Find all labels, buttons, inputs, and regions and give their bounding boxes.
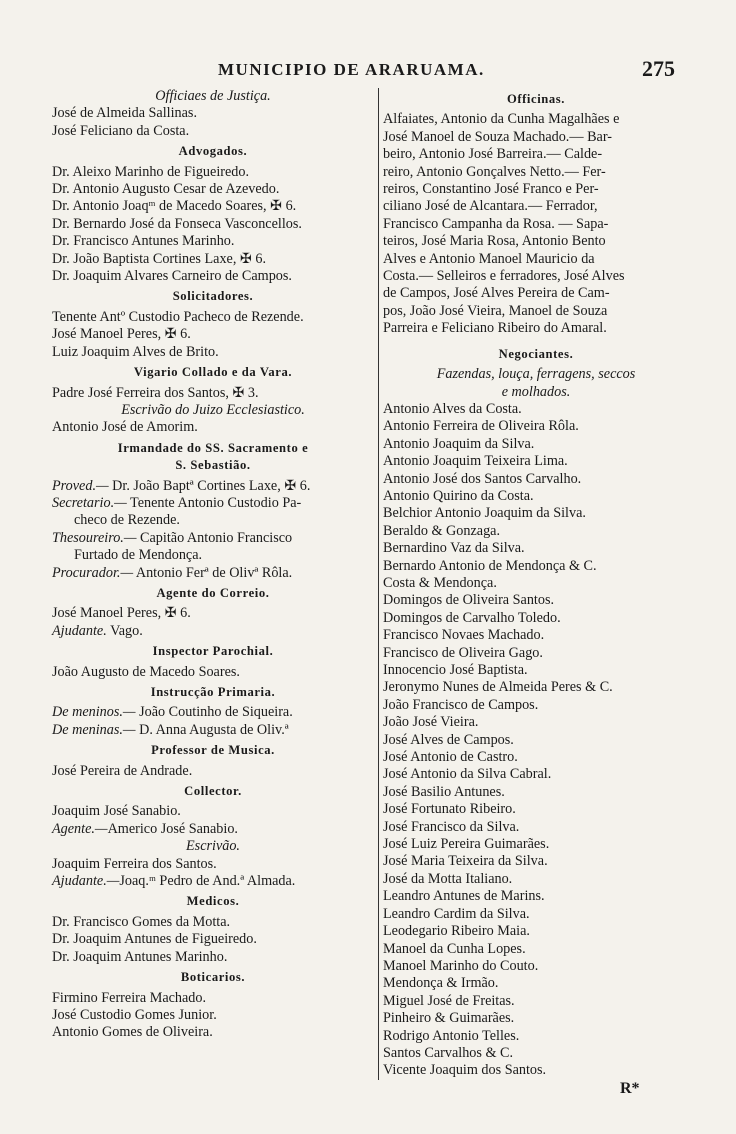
section-title-musica: Professor de Musica. (151, 743, 275, 758)
section-title-negociantes: Negociantes. (498, 346, 574, 361)
role-label: Ajudante.— (52, 873, 120, 890)
list-item: Antonio Alves da Costa. (383, 400, 522, 417)
list-item (52, 623, 374, 640)
list-item: Domingos de Carvalho Toledo. (383, 609, 561, 626)
section-title-vigario: Vigario Collado e da Vara. (133, 365, 293, 380)
list-item-cont: checo de Rezende. (74, 512, 180, 529)
list-item: Antonio José dos Santos Carvalho. (383, 470, 582, 487)
list-item: Bernardino Vaz da Silva. (383, 540, 525, 557)
list-item: Miguel José de Freitas. (383, 992, 515, 1009)
list-item: Leodegario Ribeiro Maia. (383, 923, 530, 940)
list-item: Bernardo Antonio de Mendonça & C. (383, 557, 597, 574)
role-value: Dr. João Baptª Cortines Laxe, ✠ 6. (112, 477, 311, 494)
role-label: Thesoureiro.— (52, 529, 137, 546)
role-value: João Coutinho de Siqueira. (139, 704, 293, 721)
paragraph-line: de Campos, José Alves Pereira de Cam- (383, 285, 610, 302)
list-item: Manoel Marinho do Couto. (383, 957, 539, 974)
list-item: Joaquim José Sanabio. (52, 803, 181, 820)
list-item: Jeronymo Nunes de Almeida Peres & C. (383, 679, 613, 696)
role-value: Vago. (110, 622, 143, 639)
section-title-solicitadores: Solicitadores. (172, 289, 254, 304)
list-item: Dr. João Baptista Cortines Laxe, ✠ 6. (52, 250, 267, 267)
paragraph-line: pos, João José Vieira, Manoel de Souza (383, 302, 608, 319)
list-item: Santos Carvalhos & C. (383, 1044, 514, 1061)
role-value: Antonio Ferª de Olivª Rôla. (135, 564, 293, 581)
list-item: José Basilio Antunes. (383, 783, 505, 800)
list-item: José Manoel Peres, ✠ 6. (52, 326, 191, 343)
list-item: Costa & Mendonça. (383, 574, 497, 591)
left-column (52, 88, 374, 1042)
list-item: José Antonio de Castro. (383, 749, 518, 766)
list-item: Beraldo & Gonzaga. (383, 522, 501, 539)
paragraph-line: Francisco Campanha da Rosa. — Sapa- (383, 215, 609, 232)
paragraph-line: ciliano José de Alcantara.— Ferrador, (383, 198, 598, 215)
role-value: D. Anna Augusta de Oliv.ª (139, 721, 289, 738)
list-item: Dr. Antonio Augusto Cesar de Azevedo. (52, 181, 280, 198)
list-item: José Fortunato Ribeiro. (383, 801, 516, 818)
negociantes-list (383, 401, 689, 1080)
list-item: Antonio Gomes de Oliveira. (52, 1024, 213, 1041)
list-item: Dr. Joaquim Antunes Marinho. (52, 948, 228, 965)
list-item: José Alves de Campos. (383, 731, 514, 748)
list-item: João José Vieira. (383, 714, 479, 731)
list-item: José de Almeida Sallinas. (52, 105, 198, 122)
right-column (378, 88, 689, 1080)
paragraph-line: José Manoel de Souza Machado.— Bar- (383, 128, 613, 145)
paragraph-line: Parreira e Feliciano Ribeiro do Amaral. (383, 320, 607, 337)
list-item (52, 478, 374, 495)
list-item: José Feliciano da Costa. (52, 122, 190, 139)
list-item (52, 821, 374, 838)
list-item: Dr. Francisco Gomes da Motta. (52, 913, 231, 930)
list-item: Dr. Aleixo Marinho de Figueiredo. (52, 163, 250, 180)
role-value: Tenente Antonio Custodio Pa- (130, 494, 302, 511)
role-label: Secretario.— (52, 494, 127, 511)
list-item: Rodrigo Antonio Telles. (383, 1027, 520, 1044)
paragraph-line: teiros, José Maria Rosa, Antonio Bento (383, 233, 606, 250)
paragraph-line: reiro, Antonio Gonçalves Netto.— Fer- (383, 163, 606, 180)
list-item-cont: Furtado de Mendonça. (74, 547, 203, 564)
role-label: Ajudante. (52, 622, 107, 639)
paragraph-line: Costa.— Selleiros e ferradores, José Alves (383, 268, 625, 285)
running-title: MUNICIPIO DE ARARUAMA. (218, 60, 485, 79)
section-title-irmandade: Irmandade do SS. Sacramento e (117, 440, 309, 455)
list-item: José Manoel Peres, ✠ 6. (52, 605, 191, 622)
paragraph-line: Alves e Antonio Manoel Mauricio da (383, 250, 595, 267)
officinas-paragraph (383, 111, 689, 337)
paragraph-line: beiro, Antonio José Barreira.— Calde- (383, 146, 603, 163)
list-item: Dr. Joaquim Antunes de Figueiredo. (52, 931, 257, 948)
list-item: Domingos de Oliveira Santos. (383, 592, 555, 609)
list-item: Francisco de Oliveira Gago. (383, 644, 543, 661)
list-item (52, 873, 374, 890)
section-title-collector: Collector. (184, 784, 242, 799)
list-item: Dr. Francisco Antunes Marinho. (52, 233, 235, 250)
list-item (52, 565, 374, 582)
list-item: Padre José Ferreira dos Santos, ✠ 3. (52, 384, 259, 401)
role-label: Agente.— (52, 820, 108, 837)
paragraph-line: Alfaiates, Antonio da Cunha Magalhães e (383, 111, 620, 128)
list-item: Joaquim Ferreira dos Santos. (52, 855, 217, 872)
list-item: José Luiz Pereira Guimarães. (383, 836, 550, 853)
section-title-inspector: Inspector Parochial. (152, 644, 274, 659)
section-title-irmandade-2: S. Sebastião. (175, 458, 251, 473)
list-item: Manoel da Cunha Lopes. (383, 940, 526, 957)
section-title-boticarios: Boticarios. (180, 970, 246, 985)
list-item: Antonio Joaquim da Silva. (383, 435, 535, 452)
role-label: Proved.— (52, 477, 109, 494)
list-item: Antonio José de Amorim. (52, 419, 198, 436)
subsection-title: Escrivão. (186, 838, 240, 855)
list-item (52, 495, 374, 512)
list-item: Pinheiro & Guimarães. (383, 1010, 515, 1027)
list-item (52, 704, 374, 721)
page-number: 275 (642, 56, 675, 81)
list-item: Antonio Ferreira de Oliveira Rôla. (383, 418, 579, 435)
list-item: Luiz Joaquim Alves de Brito. (52, 343, 219, 360)
list-item: José Antonio da Silva Cabral. (383, 766, 552, 783)
list-item: Leandro Antunes de Marins. (383, 888, 545, 905)
role-label: De meninas.— (52, 721, 136, 738)
list-item: Dr. Joaquim Alvares Carneiro de Campos. (52, 268, 292, 285)
list-item (52, 722, 374, 739)
list-item: Mendonça & Irmão. (383, 975, 499, 992)
paragraph-line: reiros, Constantino José Franco e Per- (383, 181, 599, 198)
role-value: Americo José Sanabio. (107, 820, 238, 837)
section-title-advogados: Advogados. (178, 144, 248, 159)
list-item: José da Motta Italiano. (383, 870, 513, 887)
list-item: Firmino Ferreira Machado. (52, 989, 207, 1006)
list-item: José Francisco da Silva. (383, 818, 520, 835)
list-item: Dr. Bernardo José da Fonseca Vasconcellos. (52, 215, 302, 232)
page-header (0, 58, 736, 86)
list-item: Leandro Cardim da Silva. (383, 905, 530, 922)
section-title-agente: Agente do Correio. (156, 585, 270, 600)
section-title-instruccao: Instrucção Primaria. (150, 685, 276, 699)
list-item: Dr. Antonio Joaqᵐ de Macedo Soares, ✠ 6. (52, 198, 297, 215)
section-title-medicos: Medicos. (186, 894, 240, 909)
list-item: João Francisco de Campos. (383, 696, 539, 713)
subsection-title: Escrivão do Juizo Ecclesiastico. (121, 401, 305, 418)
section-title-officinas: Officinas. (506, 92, 566, 106)
list-item: José Maria Teixeira da Silva. (383, 853, 548, 870)
role-value: Joaq.ᵐ Pedro de And.ª Almada. (119, 873, 296, 890)
section-title-officiaes: Officiaes de Justiça. (155, 88, 271, 104)
list-item (52, 530, 374, 547)
list-item: Belchior Antonio Joaquim da Silva. (383, 505, 586, 522)
role-label: Procurador.— (52, 564, 134, 581)
subsection-title-2: e molhados. (501, 383, 571, 400)
list-item: Tenente Antº Custodio Pacheco de Rezende. (52, 308, 304, 325)
role-label: De meninos.— (52, 704, 136, 721)
list-item: João Augusto de Macedo Soares. (52, 663, 240, 680)
list-item: José Custodio Gomes Junior. (52, 1006, 217, 1023)
list-item: Innocencio José Baptista. (383, 662, 528, 678)
role-value: Capitão Antonio Francisco (140, 529, 293, 546)
list-item: José Pereira de Andrade. (52, 762, 193, 779)
list-item: Vicente Joaquim dos Santos. (383, 1062, 547, 1079)
list-item: Francisco Novaes Machado. (383, 627, 545, 644)
subsection-title: Fazendas, louça, ferragens, seccos (436, 366, 636, 383)
signature-mark: R* (620, 1080, 640, 1097)
list-item: Antonio Joaquim Teixeira Lima. (383, 453, 568, 470)
list-item: Antonio Quirino da Costa. (383, 487, 534, 504)
